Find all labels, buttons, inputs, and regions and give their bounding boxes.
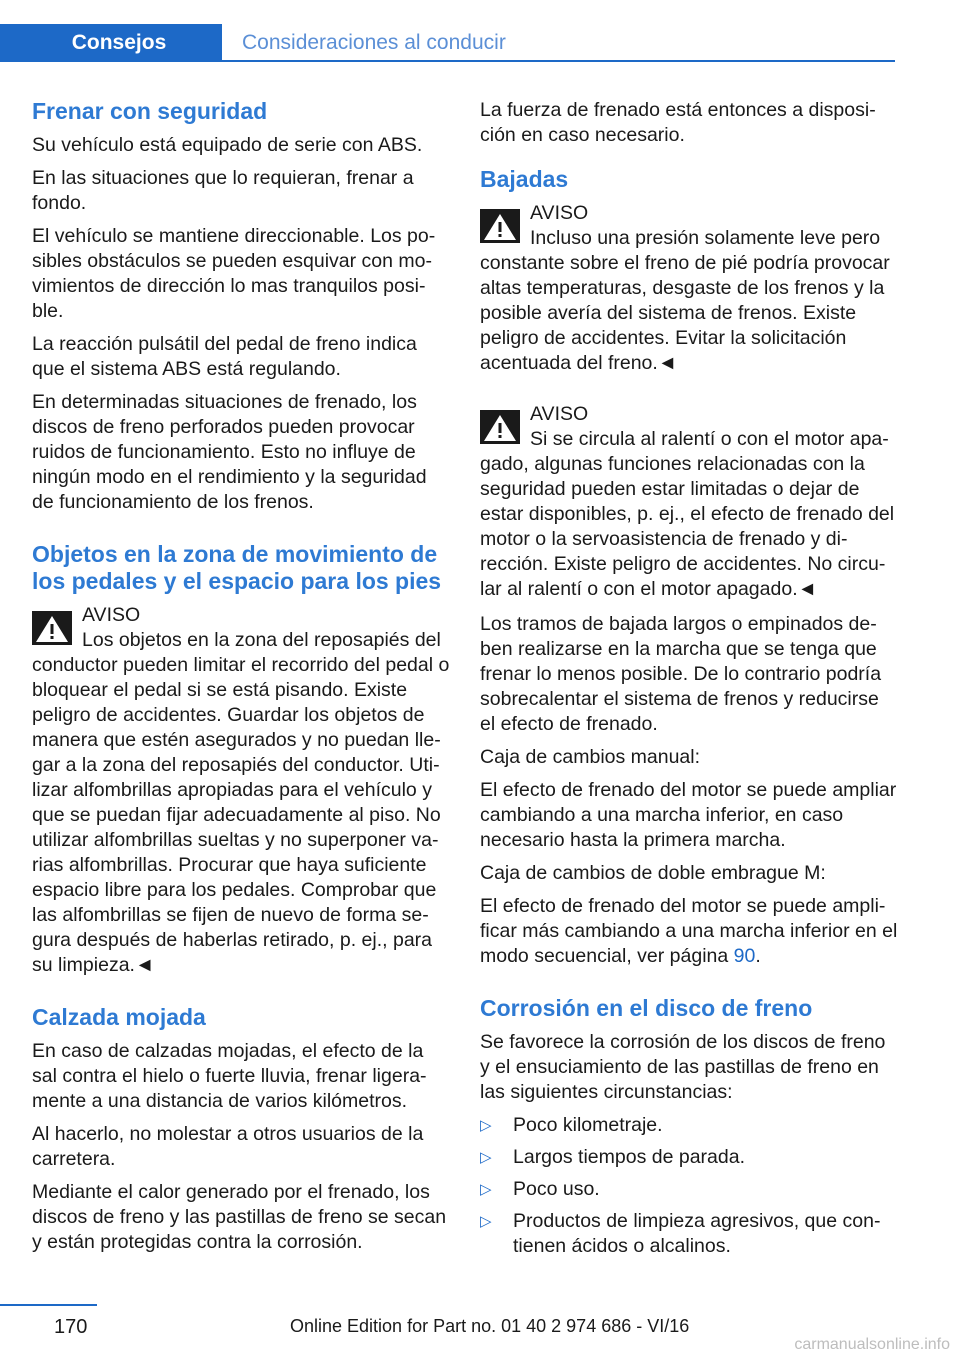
heading-bajadas: Bajadas [480, 166, 569, 192]
list-item-text: Poco uso. [513, 1178, 600, 1200]
paragraph: Al hacerlo, no molestar a otros usuarios de la carretera. [32, 1123, 424, 1170]
warning-text: Si se circula al ralentí o con el motor apagado, algunas funciones relacionadas con la seguridad pueden estar limitadas o dejar de estar disponibles, p. ej., el efecto de frenado del motor o la servoasistencia de frenado y dirección. Existe peligro de accidentes. No circular al ralentí o con el motor apagado.◄ [480, 428, 895, 600]
warning-block [480, 201, 898, 376]
warning-icon [32, 611, 72, 645]
bullet-list [480, 1113, 898, 1259]
paragraph: Mediante el calor generado por el frenado, los discos de freno y las pastillas de freno se secan y están protegidas contra la corrosión. [32, 1181, 447, 1253]
paragraph: Caja de cambios de doble embrague M: [480, 862, 826, 884]
warning-icon [480, 410, 520, 444]
list-item [480, 1145, 898, 1170]
paragraph: En determinadas situaciones de frenado, los discos de freno perforados pueden provocar ruidos de funcionamiento. Esto no influye de ningún modo en el rendimiento y la seguridad de funcionamiento de los frenos. [32, 391, 427, 513]
list-item [480, 1177, 898, 1202]
paragraph [480, 894, 898, 969]
paragraph: En caso de calzadas mojadas, el efecto de la sal contra el hielo o fuerte lluvia, frenar ligeramente a una distancia de varios kilómetros. [32, 1040, 427, 1112]
triangle-bullet-icon: ▷ [480, 1117, 492, 1134]
warning-title: AVISO [82, 604, 141, 626]
heading-objetos-pedales: Objetos en la zona de movimiento de los pedales y el espacio para los pies [32, 541, 442, 594]
edition-note: Online Edition for Part no. 01 40 2 974 686 - VI/16 [290, 1316, 690, 1336]
warning-text: Incluso una presión solamente leve pero constante sobre el freno de pié podría provocar altas temperaturas, desgaste de los frenos y la posible avería del sistema de frenos. Existe peligro de accidentes. Evitar la solicitación acentuada del freno.◄ [480, 227, 890, 374]
header-divider [0, 60, 895, 62]
warning-block [32, 603, 450, 978]
watermark: carmanualsonline.info [794, 1336, 950, 1353]
warning-text: Los objetos en la zona del reposapiés del conductor pueden limitar el recorrido del pedal o bloquear el pedal si se está pisando. Existe peligro de accidentes. Guardar los objetos de manera que estén asegurados y no puedan llegar a la zona del reposapiés del conductor. Utilizar alfombrillas apropiadas para el vehículo y que se puedan fijar adecuadamente al piso. No utilizar alfombrillas sueltas y no superponer varias alfombrillas. Procurar que haya suficiente espacio libre para los pedales. Comprobar que las alfombrillas se fijen de nuevo de forma segura después de haberlas retirado, p. ej., para su limpieza.◄ [32, 629, 450, 976]
list-item [480, 1113, 898, 1138]
paragraph: La reacción pulsátil del pedal de freno indica que el sistema ABS está regulando. [32, 333, 417, 380]
footer-divider [0, 1304, 97, 1306]
page-link[interactable]: 90 [733, 945, 756, 967]
tab-consejos[interactable]: Consejos [0, 24, 222, 62]
paragraph: El efecto de frenado del motor se puede ampliar cambiando a una marcha inferior, en caso necesario hasta la primera marcha. [480, 779, 897, 851]
paragraph: Su vehículo está equipado de serie con ABS. [32, 134, 423, 156]
list-item-text: Productos de limpieza agresivos, que contienen ácidos o alcalinos. [513, 1210, 881, 1257]
warning-block [480, 402, 898, 602]
triangle-bullet-icon: ▷ [480, 1181, 492, 1198]
warning-title: AVISO [530, 202, 589, 224]
text-run: . [755, 945, 761, 967]
heading-frenar-seguridad: Frenar con seguridad [32, 98, 268, 124]
page-header [0, 24, 895, 62]
list-item-text: Poco kilometraje. [513, 1114, 663, 1136]
paragraph: Se favorece la corrosión de los discos de freno y el ensuciamiento de las pastillas de freno en las siguientes circunstancias: [480, 1031, 886, 1103]
warning-icon [480, 209, 520, 243]
triangle-bullet-icon: ▷ [480, 1213, 492, 1230]
paragraph: Los tramos de bajada largos o empinados deben realizarse en la marcha que se tenga que frenar lo menos posible. De lo contrario podría sobrecalentar el sistema de frenos y reducirse el efecto de frenado. [480, 613, 882, 735]
paragraph: El vehículo se mantiene direccionable. Los posibles obstáculos se pueden esquivar con movimientos de dirección lo mas tranquilos posible. [32, 225, 436, 322]
text-run: El efecto de frenado del motor se puede amplificar más cambiando a una marcha inferior en el modo secuencial, ver página [480, 895, 898, 967]
right-column [480, 98, 898, 1266]
tab-consideraciones[interactable]: Consideraciones al conducir [242, 31, 506, 54]
paragraph: Caja de cambios manual: [480, 746, 701, 768]
paragraph: La fuerza de frenado está entonces a disposición en caso necesario. [480, 99, 876, 146]
list-item [480, 1209, 898, 1259]
warning-title: AVISO [530, 403, 589, 425]
triangle-bullet-icon: ▷ [480, 1149, 492, 1166]
heading-corrosion: Corrosión en el disco de freno [480, 995, 813, 1021]
list-item-text: Largos tiempos de parada. [513, 1146, 745, 1168]
left-column [32, 98, 450, 1263]
page-number: 170 [54, 1316, 88, 1338]
paragraph: En las situaciones que lo requieran, frenar a fondo. [32, 167, 414, 214]
heading-calzada-mojada: Calzada mojada [32, 1004, 206, 1030]
